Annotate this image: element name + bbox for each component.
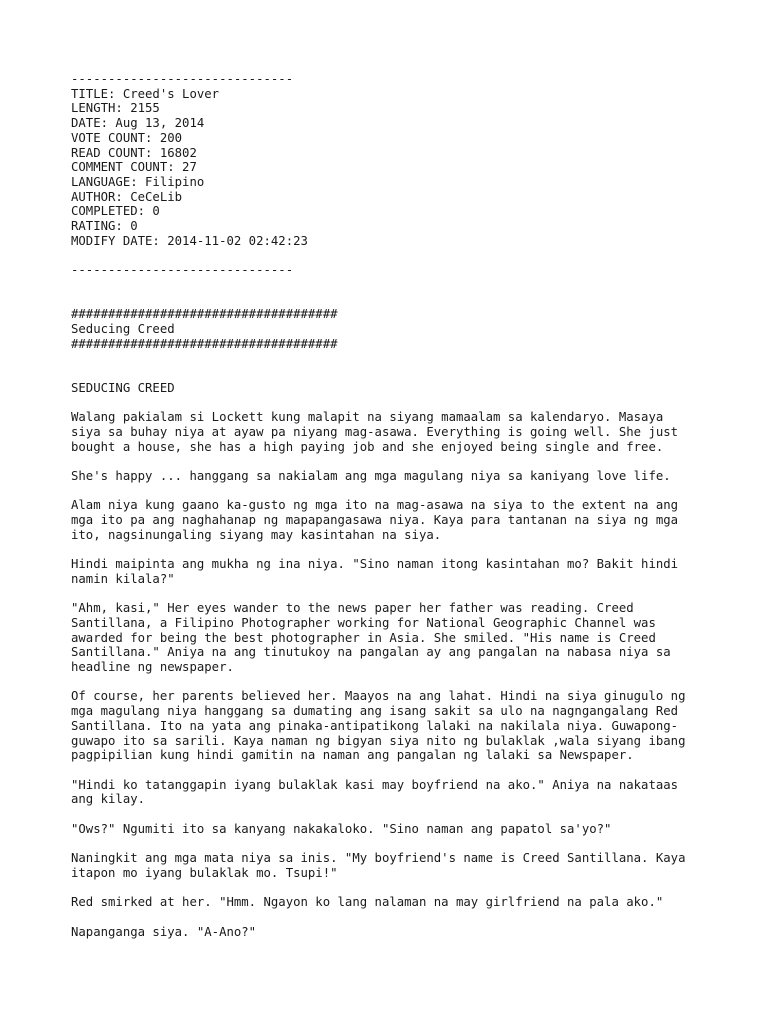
paragraph xyxy=(71,410,711,454)
paragraph-line: ito, nagsinungaling siyang may kasintahan na siya. xyxy=(71,527,442,542)
read-count-field: READ COUNT: 16802 xyxy=(71,145,197,160)
paragraph xyxy=(71,557,711,586)
paragraph-line: She's happy ... hanggang sa nakialam ang mga magulang niya sa kaniyang love life. xyxy=(71,468,671,483)
paragraph-line: ang kilay. xyxy=(71,792,146,807)
paragraph-line: "Ahm, kasi," Her eyes wander to the news paper her father was reading. Creed xyxy=(71,601,634,616)
paragraph-line: Of course, her parents believed her. Maayos na ang lahat. Hindi na siya ginugulo ng xyxy=(71,689,686,704)
divider-line: ------------------------------ xyxy=(71,72,294,86)
paragraph-line: namin kilala?" xyxy=(71,571,175,586)
metadata-block xyxy=(71,72,711,278)
paragraph xyxy=(71,689,711,763)
rating-field: RATING: 0 xyxy=(71,219,138,234)
paragraph xyxy=(71,851,711,880)
paragraph xyxy=(71,822,711,837)
author-field: AUTHOR: CeCeLib xyxy=(71,189,183,204)
title-field: TITLE: Creed's Lover xyxy=(71,86,220,101)
paragraph-line: siya sa buhay niya at ayaw pa niyang mag-asawa. Everything is going well. She just xyxy=(71,424,679,439)
paragraph xyxy=(71,498,711,542)
paragraph-line: Red smirked at her. "Hmm. Ngayon ko lang nalaman na may girlfriend na pala ako." xyxy=(71,895,664,910)
story-body xyxy=(71,381,711,940)
hash-divider: #################################### xyxy=(71,336,338,351)
completed-field: COMPLETED: 0 xyxy=(71,204,160,219)
paragraph-line: guwapo ito sa sarili. Kaya naman ng bigyan siya nito ng bulaklak ,wala siyang ibang xyxy=(71,733,686,748)
paragraph-line: Napanganga siya. "A-Ano?" xyxy=(71,924,257,939)
vote-count-field: VOTE COUNT: 200 xyxy=(71,130,183,145)
paragraph xyxy=(71,469,711,484)
chapter-title: Seducing Creed xyxy=(71,321,175,336)
paragraph-line: itapon mo iyang bulaklak mo. Tsupi!" xyxy=(71,865,338,880)
divider-line: ------------------------------ xyxy=(71,263,294,278)
paragraph xyxy=(71,925,711,940)
paragraph xyxy=(71,895,711,910)
paragraph xyxy=(71,601,711,675)
paragraph-line: Naningkit ang mga mata niya sa inis. "My boyfriend's name is Creed Santillana. Kaya xyxy=(71,851,686,866)
paragraph-line: headline ng newspaper. xyxy=(71,660,234,674)
paragraph-line: pagpipilian kung hindi gamitin na naman ang pangalan ng lalaki sa Newspaper. xyxy=(71,748,634,763)
paragraph-line: bought a house, she has a high paying job and she enjoyed being single and free. xyxy=(71,439,664,454)
paragraph-line: Santillana, a Filipino Photographer working for National Geographic Channel was xyxy=(71,615,656,630)
paragraph-line: awarded for being the best photographer in Asia. She smiled. "His name is Creed xyxy=(71,630,656,645)
paragraph-line: "Hindi ko tatanggapin iyang bulaklak kasi may boyfriend na ako." Aniya na nakataas xyxy=(71,777,679,792)
hash-divider: #################################### xyxy=(71,307,338,322)
paragraph-line: Hindi maipinta ang mukha ng ina niya. "Sino naman itong kasintahan mo? Bakit hindi xyxy=(71,557,679,572)
paragraph-line: mga ito pa ang naghahanap ng mapapangasawa niya. Kaya para tantanan na siya ng mga xyxy=(71,513,679,527)
paragraph xyxy=(71,778,711,807)
document-page xyxy=(71,72,711,939)
paragraph-line: "Ows?" Ngumiti ito sa kanyang nakakaloko. "Sino naman ang papatol sa'yo?" xyxy=(71,821,612,836)
paragraph-line: Santillana." Aniya na ang tinutukoy na pangalan ay ang pangalan na nabasa niya sa xyxy=(71,645,671,660)
chapter-header xyxy=(71,307,711,351)
paragraph-line: mga magulang niya hanggang sa dumating ang isang sakit sa ulo na nagngangalang Red xyxy=(71,704,679,719)
comment-count-field: COMMENT COUNT: 27 xyxy=(71,160,197,175)
length-field: LENGTH: 2155 xyxy=(71,101,160,116)
paragraph-line: Walang pakialam si Lockett kung malapit na siyang mamaalam sa kalendaryo. Masaya xyxy=(71,410,664,425)
date-field: DATE: Aug 13, 2014 xyxy=(71,116,205,131)
language-field: LANGUAGE: Filipino xyxy=(71,174,205,189)
modify-date-field: MODIFY DATE: 2014-11-02 02:42:23 xyxy=(71,233,308,248)
paragraph-line: Alam niya kung gaano ka-gusto ng mga ito na mag-asawa na siya to the extent na ang xyxy=(71,498,679,513)
paragraph-line: Santillana. Ito na yata ang pinaka-antipatikong lalaki na nakilala niya. Guwapong- xyxy=(71,718,679,733)
story-heading: SEDUCING CREED xyxy=(71,380,175,395)
